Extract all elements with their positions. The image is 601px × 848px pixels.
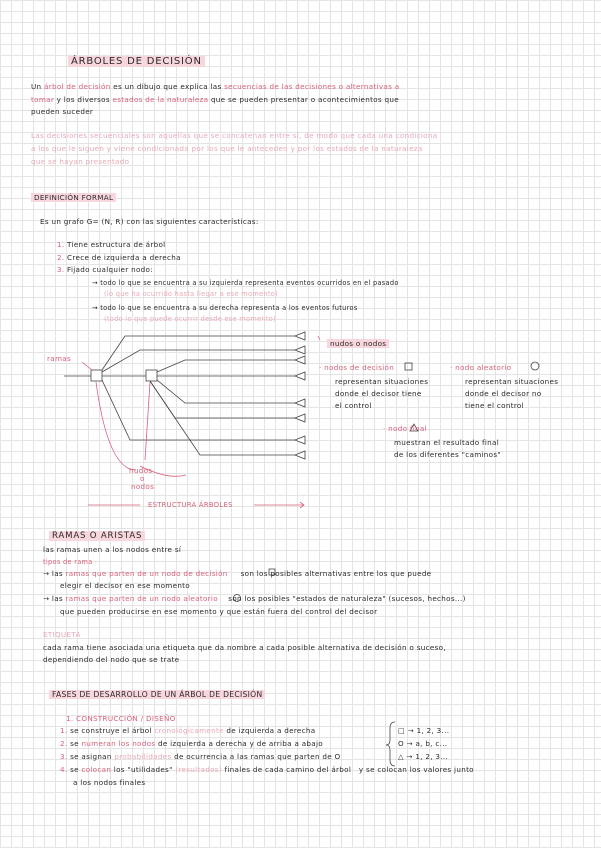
- etiqueta-line-2: dependiendo del nodo que se trate: [43, 655, 180, 664]
- formal-graph-line: Es un grafo G= (N, R) con las siguientes características:: [40, 217, 259, 226]
- ramas-heading: RAMAS O ARISTAS: [49, 531, 145, 541]
- decision-node-desc-3: el control: [335, 401, 372, 410]
- ramas-types: tipos de rama: [43, 558, 93, 566]
- decision-node-desc-1: representan situaciones: [335, 377, 429, 386]
- final-node-triangle: [295, 372, 305, 380]
- ramas-pointer: [82, 362, 92, 370]
- random-node-title: · nodo aleatorio: [450, 363, 512, 372]
- random-node-desc-1: representan situaciones: [465, 377, 559, 386]
- fases-heading: FASES DE DESARROLLO DE UN ÁRBOL DE DECISIÓN: [49, 690, 265, 699]
- decision-node-desc-2: donde el decisor tiene: [335, 389, 422, 398]
- fases-step-4: 4. se colocan los "utilidades" (resultados) finales de cada camino del árbol y se colocan los valores junto: [60, 765, 474, 774]
- formal-sub-2-faint: (todo lo que puede ocurrir desde ese momento): [104, 315, 276, 323]
- ramas-bullet-1: → las ramas que parten de un nodo de decisión son los posibles alternativas entre los que puede: [43, 569, 432, 578]
- formal-sub-1: → todo lo que se encuentra a su izquierda representa eventos ocurridos en el pasado: [92, 279, 399, 287]
- etiqueta-line-1: cada rama tiene asociada una etiqueta que da nombre a cada posible alternativa de decisión o suceso,: [43, 643, 446, 652]
- etiqueta-heading: ETIQUETA: [43, 630, 81, 639]
- intro-line-1: Un árbol de decisión es un dibujo que explica las secuencias de las decisiones o alternativas a: [31, 82, 400, 91]
- nodes-label: nudos o nodos: [327, 339, 389, 348]
- nodos-label: nodos: [131, 482, 155, 491]
- estructura-label: ESTRUCTURA ÁRBOLES: [148, 501, 233, 509]
- ramas-line-1: las ramas unen a los nodos entre sí: [43, 545, 182, 554]
- random-legend-circle: [531, 362, 539, 370]
- fases-legend-2: O → a, b, c...: [398, 739, 448, 748]
- decision-node-title: · nodos de decisión: [319, 363, 395, 372]
- decision-node-square: [91, 370, 102, 381]
- fases-step-3: 3. se asignan probabilidades de ocurrencia a las ramas que parten de O: [60, 752, 341, 761]
- page-title: ÁRBOLES DE DECISIÓN: [68, 56, 205, 67]
- branch-8: [150, 381, 295, 418]
- fases-legend-1: □ → 1, 2, 3...: [398, 726, 450, 735]
- random-node-desc-2: donde el decisor no: [465, 389, 542, 398]
- intro-line-3: pueden suceder: [31, 107, 94, 116]
- branch-2: [102, 350, 295, 372]
- final-node-triangle: [295, 356, 305, 364]
- final-node-triangle: [295, 414, 305, 422]
- final-node-triangle: [295, 399, 305, 407]
- nudos-pointer-up: [145, 382, 150, 460]
- intro-faint-3: que se hayan presentado: [31, 157, 130, 166]
- fases-legend-3: △ → 1, 2, 3...: [398, 752, 449, 761]
- final-node-triangle: [295, 332, 305, 340]
- branch-5: [157, 360, 295, 372]
- intro-faint-2: a los que le siguen y viene condicionada por los que le anteceden y por los estados de la naturaleza: [31, 144, 423, 153]
- final-node-title: · nodo final: [383, 424, 427, 433]
- final-node-desc-2: de los diferentes "caminos": [394, 450, 502, 459]
- fases-sub: 1. CONSTRUCCIÓN / DISEÑO: [66, 714, 176, 723]
- fases-bracket: [386, 722, 395, 766]
- formal-sub-1-faint: (lo que ha ocurrido hasta llegar a ese momento): [104, 290, 278, 298]
- formal-item-text: Fijado cualquier nodo:: [64, 265, 153, 274]
- random-node-desc-3: tiene el control: [465, 401, 524, 410]
- fases-step-4-cont: a los nodos finales: [73, 778, 146, 787]
- final-node-triangle: [295, 451, 305, 459]
- formal-item-number: 1.: [57, 240, 65, 249]
- formal-sub-2: → todo lo que se encuentra a su derecha representa a los eventos futuros: [92, 304, 358, 312]
- ramas-label: ramas: [47, 354, 72, 363]
- fases-step-2: 2. se numeran los nodos de izquierda a derecha y de arriba a abajo: [60, 739, 323, 748]
- intro-line-2: tomar y los diversos estados de la naturaleza que se pueden presentar o acontecimientos que: [31, 95, 399, 104]
- final-node-desc-1: muestran el resultado final: [394, 438, 500, 447]
- decision-node-square-2: [146, 370, 157, 381]
- final-node-triangle: [295, 346, 305, 354]
- formal-item-number: 2.: [57, 253, 65, 262]
- formal-item-number: 3.: [57, 265, 65, 274]
- ramas-bullet-2: → las ramas que parten de un nodo aleatorio son los posibles "estados de naturaleza" (sucesos, hechos...): [43, 594, 466, 603]
- o-label: o: [140, 474, 145, 483]
- intro-faint-1: Las decisiones secuenciales son aquellas que se concatenan entre sí, de modo que cada una condiciona: [31, 131, 438, 140]
- formal-heading: DEFINICIÓN FORMAL: [31, 193, 116, 202]
- branch-7: [157, 380, 295, 403]
- branch-4: [102, 380, 295, 440]
- nudos-label: nudos: [129, 466, 153, 475]
- formal-item-text: Tiene estructura de árbol: [64, 240, 166, 249]
- fases-step-1: 1. se construye el árbol cronológicamente de izquierda a derecha: [60, 726, 316, 735]
- final-node-triangle: [295, 436, 305, 444]
- decision-legend-square: [405, 363, 412, 370]
- ramas-bullet-1-cont: elegir el decisor en ese momento: [60, 581, 190, 590]
- nudos-pointer-left: [96, 382, 136, 470]
- branch-1: [102, 336, 295, 370]
- formal-item-text: Crece de izquierda a derecha: [64, 253, 181, 262]
- nodes-pointer: [318, 336, 320, 340]
- ramas-bullet-2-cont: que pueden producirse en ese momento y que están fuera del control del decisor: [60, 607, 378, 616]
